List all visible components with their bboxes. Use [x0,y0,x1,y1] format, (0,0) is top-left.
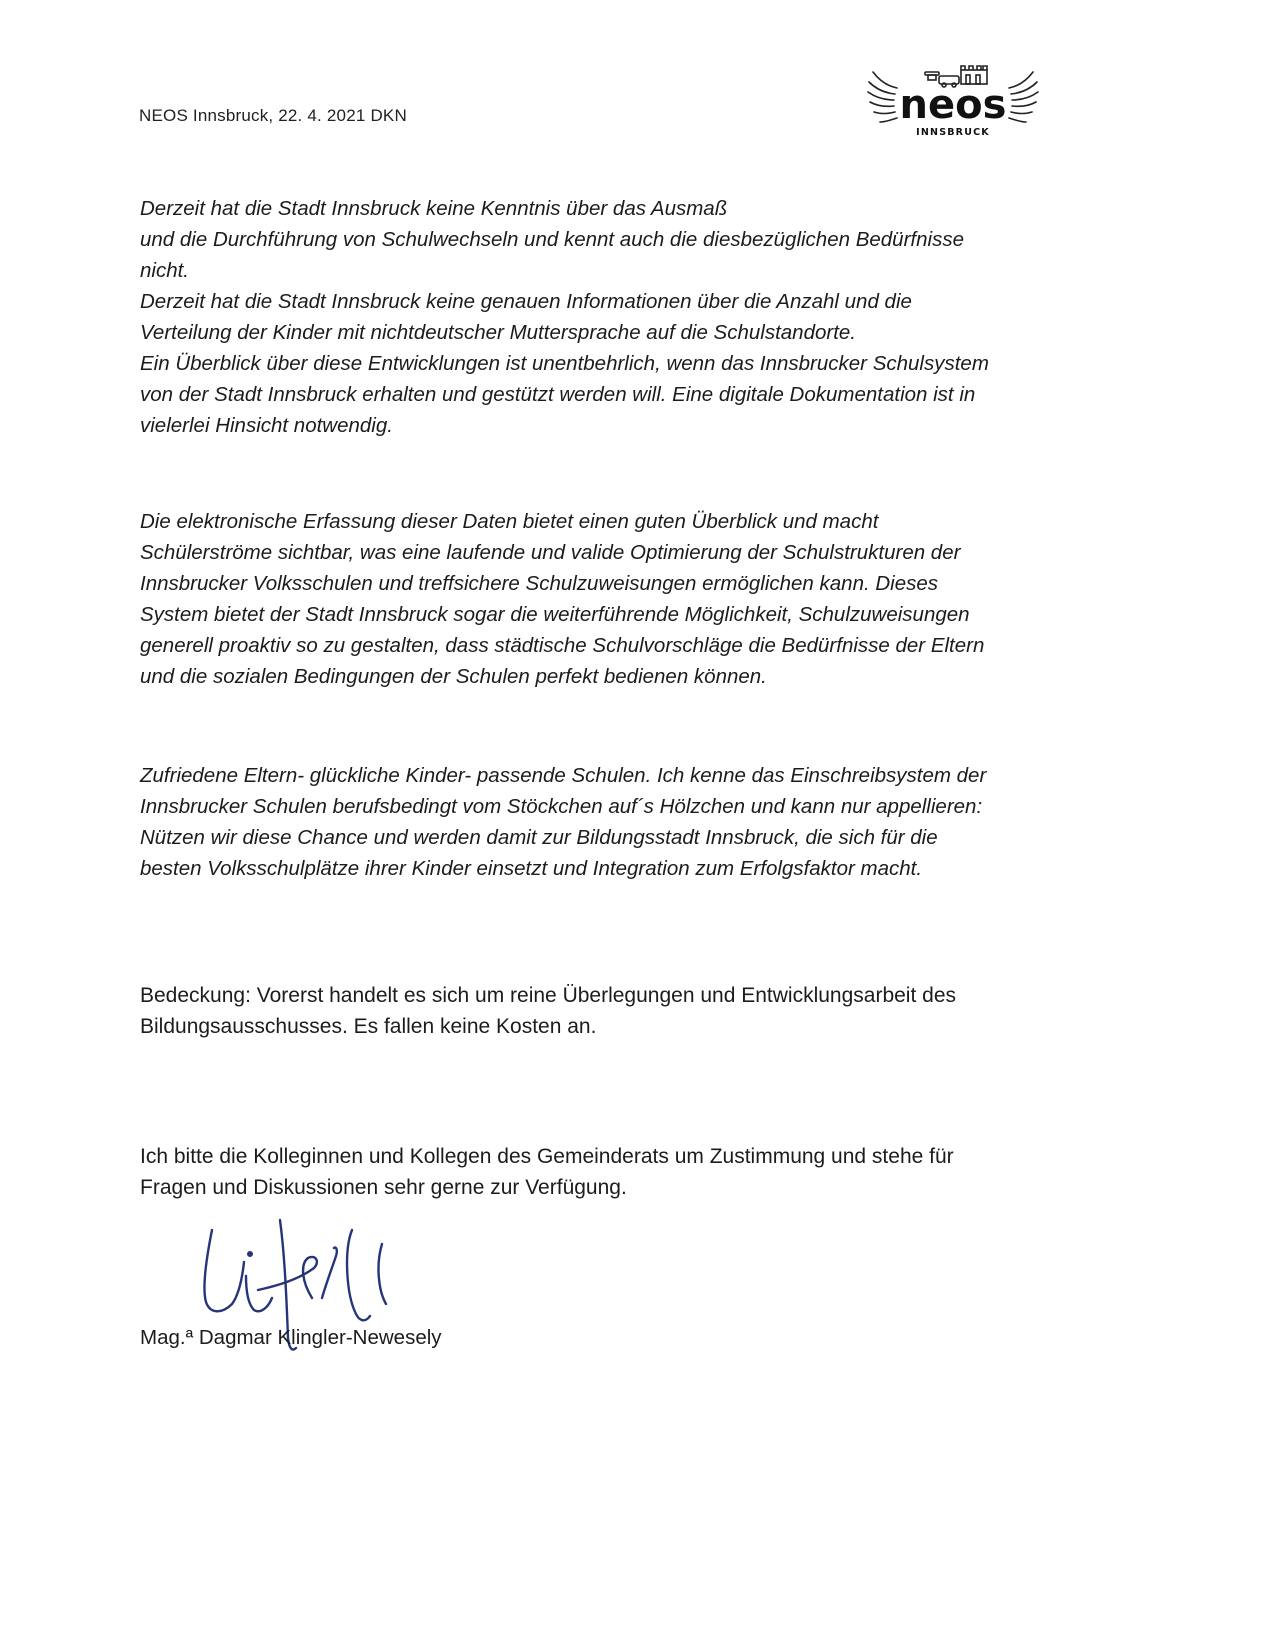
text-line: von der Stadt Innsbruck erhalten und gestützt werden will. Eine digitale Dokumentation ist in [140,383,976,406]
paragraph-closing-request [140,1141,1100,1203]
text-line: Ich bitte die Kolleginnen und Kollegen des Gemeinderats um Zustimmung und stehe für [140,1145,954,1168]
text-line: Bildungsausschusses. Es fallen keine Kosten an. [140,1015,597,1038]
signer-name: Mag.ª Dagmar Klingler-Newesely [140,1326,442,1349]
text-line: Zufriedene Eltern- glückliche Kinder- passende Schulen. Ich kenne das Einschreibsystem der [140,764,987,787]
text-line: Nützen wir diese Chance und werden damit zur Bildungsstadt Innsbruck, die sich für die [140,826,938,849]
text-line: Ein Überblick über diese Entwicklungen ist unentbehrlich, wenn das Innsbrucker Schulsystem [140,352,989,375]
text-line: besten Volksschulplätze ihrer Kinder einsetzt und Integration zum Erfolgsfaktor macht. [140,857,923,880]
paragraph-current-situation [140,193,1100,441]
text-line: Fragen und Diskussionen sehr gerne zur Verfügung. [140,1176,627,1199]
text-line: Die elektronische Erfassung dieser Daten bietet einen guten Überblick und macht [140,510,879,533]
text-line: nicht. [140,259,189,282]
text-line: und die sozialen Bedingungen der Schulen perfekt bedienen können. [140,665,767,688]
text-line: Innsbrucker Schulen berufsbedingt vom Stöckchen auf´s Hölzchen und kann nur appellieren: [140,795,983,818]
text-line: Verteilung der Kinder mit nichtdeutscher Muttersprache auf die Schulstandorte. [140,321,856,344]
text-line: Derzeit hat die Stadt Innsbruck keine Kenntnis über das Ausmaß [140,197,728,220]
text-line: System bietet der Stadt Innsbruck sogar die weiterführende Möglichkeit, Schulzuweisungen [140,603,970,626]
text-line: Schülerströme sichtbar, was eine laufende und valide Optimierung der Schulstrukturen der [140,541,961,564]
paragraph-appeal [140,760,1100,884]
paragraph-electronic-recording [140,506,1100,692]
text-line: Bedeckung: Vorerst handelt es sich um reine Überlegungen und Entwicklungsarbeit des [140,984,956,1007]
text-line: Innsbrucker Volksschulen und treffsichere Schulzuweisungen ermöglichen kann. Dieses [140,572,939,595]
document-header-place-date: NEOS Innsbruck, 22. 4. 2021 DKN [139,106,407,125]
paragraph-funding [140,980,1100,1042]
text-line: generell proaktiv so zu gestalten, dass städtische Schulvorschläge die Bedürfnisse der Eltern [140,634,985,657]
logo-subtext: INNSBRUCK [916,127,990,138]
neos-innsbruck-logo [865,56,1041,146]
logo-wordmark: neos [899,82,1007,128]
text-line: und die Durchführung von Schulwechseln und kennt auch die diesbezüglichen Bedürfnisse [140,228,964,251]
wings-city-skyline-icon [865,56,1041,146]
text-line: vielerlei Hinsicht notwendig. [140,414,393,437]
text-line: Derzeit hat die Stadt Innsbruck keine genauen Informationen über die Anzahl und die [140,290,912,313]
